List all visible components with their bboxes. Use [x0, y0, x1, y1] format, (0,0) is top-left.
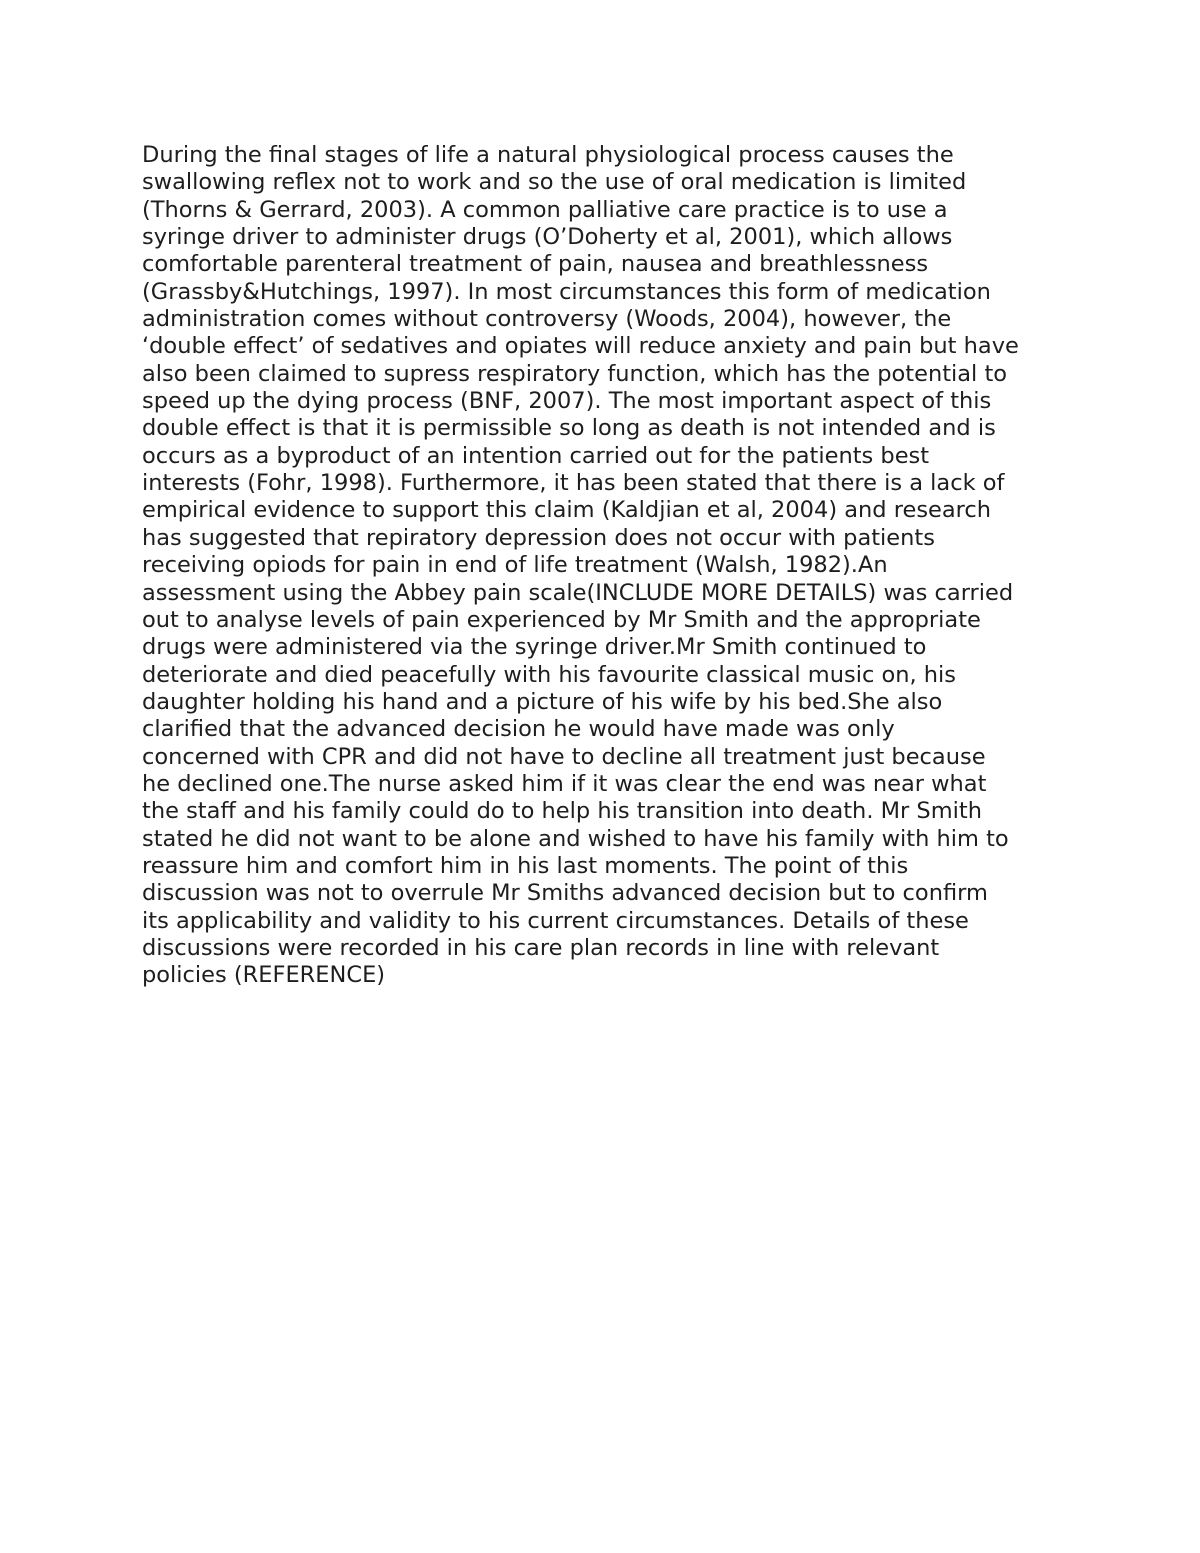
text-line: (Grassby&Hutchings, 1997). In most circumstances this form of medication: [142, 278, 991, 305]
text-line: deteriorate and died peacefully with his favourite classical music on, his: [142, 661, 957, 688]
text-line: assessment using the Abbey pain scale(INCLUDE MORE DETAILS) was carried: [142, 579, 1014, 606]
text-line: (Thorns & Gerrard, 2003). A common palliative care practice is to use a: [142, 196, 948, 223]
text-line: double effect is that it is permissible so long as death is not intended and is: [142, 415, 996, 442]
text-line: syringe driver to administer drugs (O’Doherty et al, 2001), which allows: [142, 224, 953, 251]
text-line: has suggested that repiratory depression does not occur with patients: [142, 524, 935, 551]
text-line: empirical evidence to support this claim (Kaldjian et al, 2004) and research: [142, 497, 992, 524]
text-line: comfortable parenteral treatment of pain, nausea and breathlessness: [142, 251, 929, 278]
text-line: During the final stages of life a natural physiological process causes the: [142, 142, 954, 168]
text-line: its applicability and validity to his current circumstances. Details of these: [142, 907, 969, 934]
text-line: concerned with CPR and did not have to decline all treatment just because: [142, 743, 986, 770]
body-paragraph: [142, 142, 1082, 990]
text-line: clarified that the advanced decision he would have made was only: [142, 716, 895, 743]
text-line: stated he did not want to be alone and wished to have his family with him to: [142, 825, 1009, 852]
text-line: also been claimed to supress respiratory function, which has the potential to: [142, 360, 1008, 387]
text-line: administration comes without controversy (Woods, 2004), however, the: [142, 306, 952, 333]
text-line: speed up the dying process (BNF, 2007). The most important aspect of this: [142, 388, 992, 415]
text-line: drugs were administered via the syringe driver.Mr Smith continued to: [142, 634, 927, 661]
text-line: the staff and his family could do to help his transition into death. Mr Smith: [142, 798, 982, 825]
text-line: interests (Fohr, 1998). Furthermore, it has been stated that there is a lack of: [142, 470, 1005, 497]
text-line: receiving opiods for pain in end of life treatment (Walsh, 1982).An: [142, 552, 888, 579]
text-line: discussions were recorded in his care plan records in line with relevant: [142, 934, 940, 961]
text-line: he declined one.The nurse asked him if it was clear the end was near what: [142, 770, 987, 797]
text-line: reassure him and comfort him in his last moments. The point of this: [142, 852, 909, 879]
text-line: out to analyse levels of pain experienced by Mr Smith and the appropriate: [142, 606, 981, 633]
text-line: swallowing reflex not to work and so the use of oral medication is limited: [142, 169, 967, 196]
text-line: daughter holding his hand and a picture of his wife by his bed.She also: [142, 688, 943, 715]
text-line: occurs as a byproduct of an intention carried out for the patients best: [142, 442, 930, 469]
text-line: policies (REFERENCE): [142, 962, 386, 989]
text-line: ‘double effect’ of sedatives and opiates will reduce anxiety and pain but have: [142, 333, 1019, 360]
text-line: discussion was not to overrule Mr Smiths advanced decision but to confirm: [142, 880, 988, 907]
